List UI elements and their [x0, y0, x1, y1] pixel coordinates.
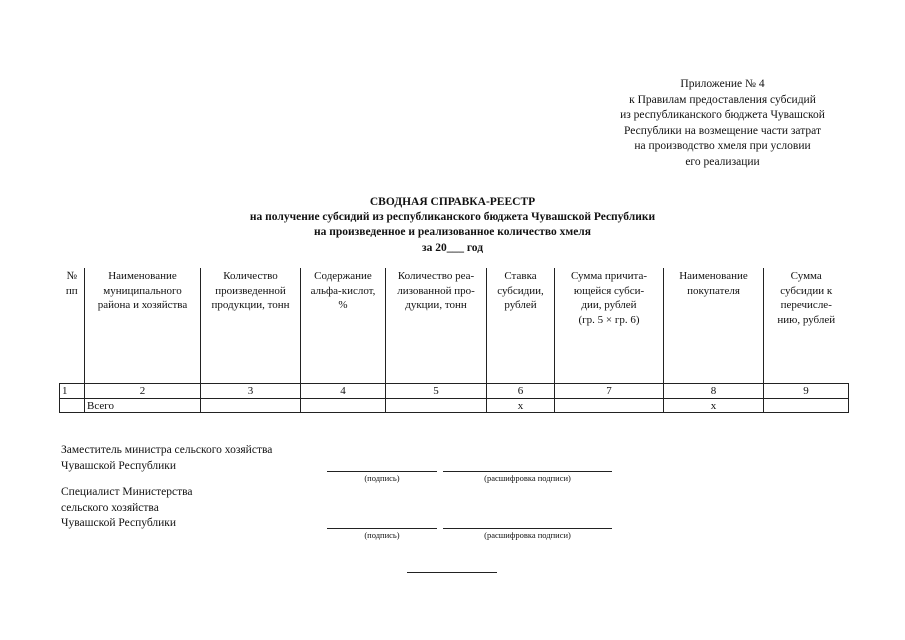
- signatory-line: Заместитель министра сельского хозяйства: [61, 444, 273, 456]
- column-number: 1: [60, 384, 85, 399]
- title-line: СВОДНАЯ СПРАВКА-РЕЕСТР: [369, 196, 536, 208]
- header-district-farm: Наименование муниципального района и хозяйства: [85, 268, 201, 384]
- total-cell: [386, 399, 487, 413]
- signature-decode-line: [443, 528, 612, 529]
- column-number: 2: [85, 384, 201, 399]
- appendix-note: [590, 77, 855, 171]
- total-cell: [555, 399, 664, 413]
- total-cell: х: [664, 399, 764, 413]
- header-buyer-name: Наименование покупателя: [664, 268, 764, 384]
- total-cell: [764, 399, 849, 413]
- header-subsidy-due: Сумма причита- ющейся субси- дии, рублей (гр. 5 × гр. 6): [555, 268, 664, 384]
- column-number: 7: [555, 384, 664, 399]
- signature-decode-line: [443, 471, 612, 472]
- table-header-row: [60, 268, 849, 384]
- total-cell: [60, 399, 85, 413]
- signatory-ministry-specialist: [61, 485, 193, 532]
- header-alpha-acids: Содержание альфа-кислот, %: [301, 268, 386, 384]
- signature-decode-caption: (расшифровка подписи): [484, 530, 571, 540]
- column-number: 3: [201, 384, 301, 399]
- total-cell: [301, 399, 386, 413]
- total-label: Всего: [85, 399, 201, 413]
- column-number: 8: [664, 384, 764, 399]
- appendix-line: его реализации: [685, 155, 760, 168]
- signature-decode-caption: (расшифровка подписи): [484, 473, 571, 483]
- total-cell: [201, 399, 301, 413]
- title-line: за 20___ год: [421, 241, 484, 254]
- signature-caption: (подпись): [364, 530, 400, 540]
- column-number: 4: [301, 384, 386, 399]
- total-row: [60, 399, 849, 413]
- signatory-line: сельского хозяйства: [61, 501, 159, 514]
- header-subsidy-rate: Ставка субсидии, рублей: [487, 268, 555, 384]
- total-cell: х: [487, 399, 555, 413]
- signature-caption: (подпись): [364, 473, 400, 483]
- column-number: 9: [764, 384, 849, 399]
- header-subsidy-transfer: Сумма субсидии к перечисле- нию, рублей: [764, 268, 849, 384]
- appendix-line: из республиканского бюджета Чувашской: [620, 109, 825, 122]
- title-line: на произведенное и реализованное количество хмеля: [314, 226, 591, 239]
- header-sold-amount: Количество реа- лизованной про- дукции, тонн: [386, 268, 487, 384]
- signatory-line: Специалист Министерства: [61, 486, 193, 498]
- registry-table: [59, 268, 849, 413]
- signature-line: [327, 528, 437, 529]
- title-line: на получение субсидий из республиканского бюджета Чувашской Республики: [249, 211, 656, 224]
- column-number: 6: [487, 384, 555, 399]
- header-number: № пп: [60, 268, 85, 384]
- appendix-line: к Правилам предоставления субсидий: [629, 93, 816, 106]
- document-title: [0, 195, 905, 256]
- signatory-line: Чувашской Республики: [61, 517, 177, 530]
- appendix-line: Республики на возмещение части затрат: [624, 124, 821, 137]
- column-number: 5: [386, 384, 487, 399]
- column-number-row: [60, 384, 849, 399]
- signature-line: [327, 471, 437, 472]
- appendix-line: на производство хмеля при условии: [634, 140, 811, 153]
- end-separator-line: [407, 572, 497, 573]
- appendix-line: Приложение № 4: [680, 78, 765, 90]
- signatory-deputy-minister: [61, 443, 272, 474]
- signatory-line: Чувашской Республики: [61, 459, 177, 472]
- header-produced-amount: Количество произведенной продукции, тонн: [201, 268, 301, 384]
